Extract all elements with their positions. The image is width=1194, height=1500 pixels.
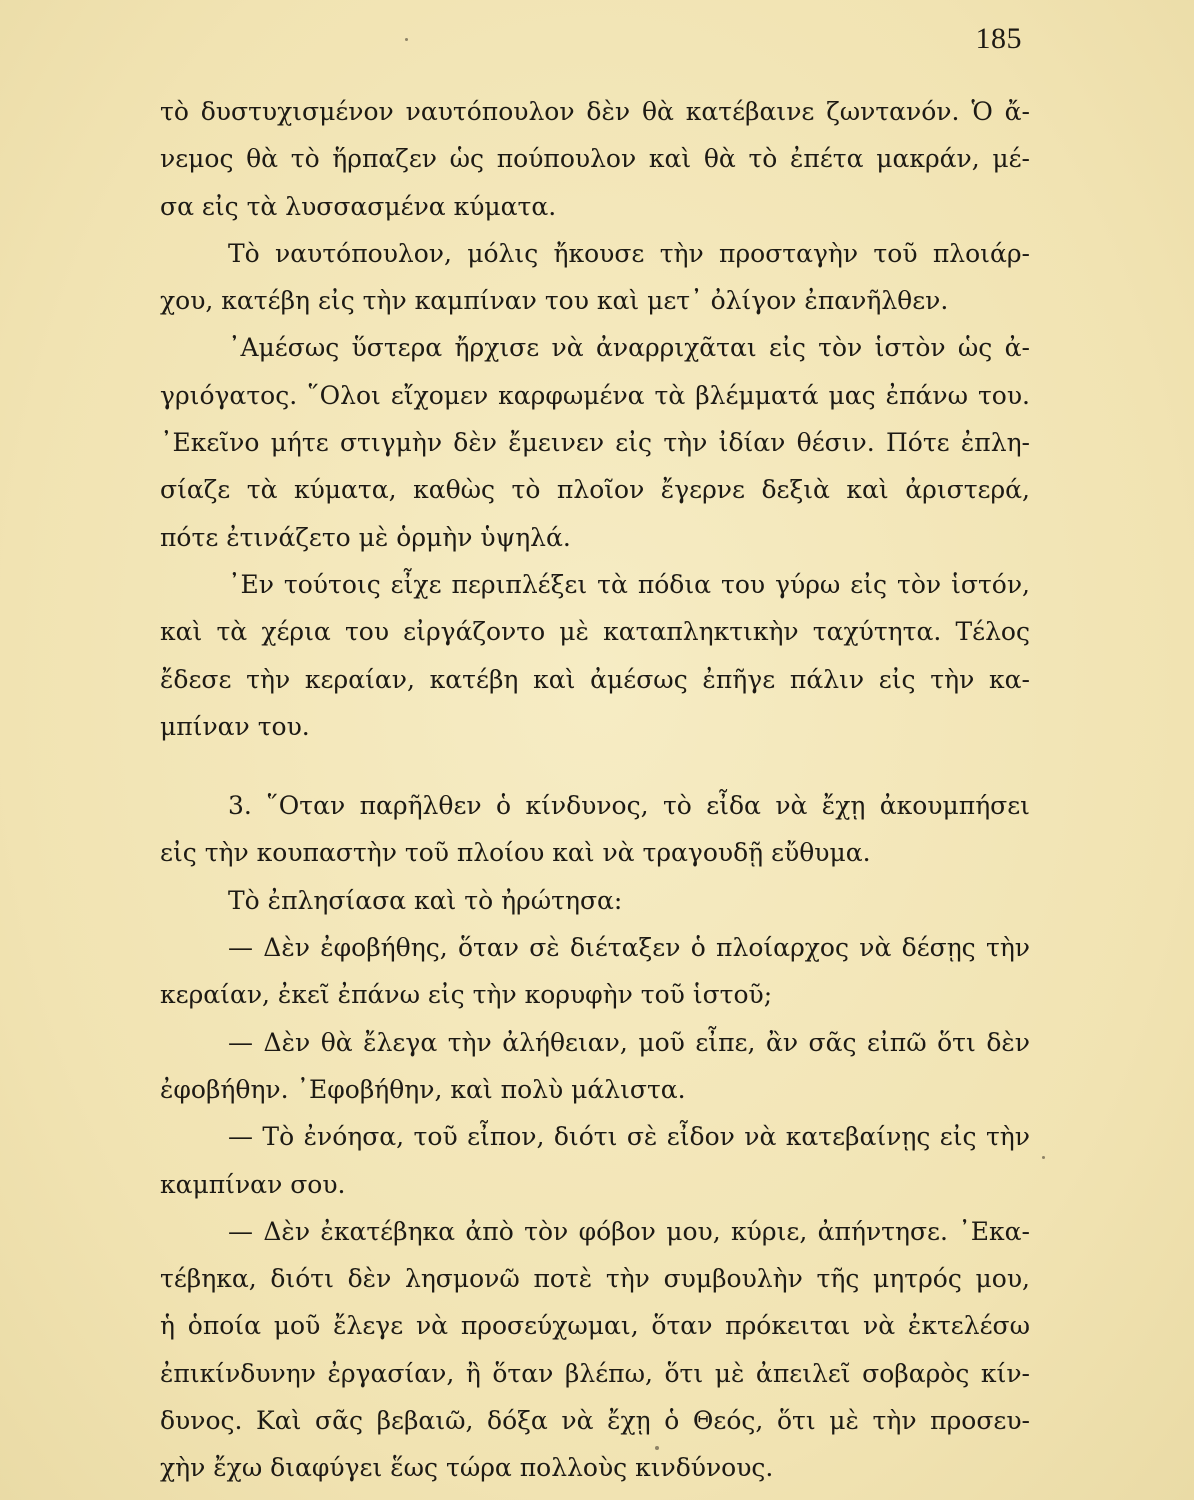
text-line: ᾽Αμέσως ὕστερα ἤρχισε νὰ ἀναρριχᾶται εἰς τὸν ἱστὸν ὡς ἀ-	[228, 333, 1030, 363]
text-line: — Δὲν ἐφοβήθης, ὅταν σὲ διέταξεν ὁ πλοίαρχος νὰ δέσῃς τὴν	[228, 933, 1030, 963]
section-gap	[160, 750, 1030, 782]
text-line: 3. ῞Οταν παρῆλθεν ὁ κίνδυνος, τὸ εἶδα νὰ ἔχῃ ἀκουμπήσει	[228, 791, 1030, 821]
text-line: ἐφοβήθην. ᾽Εφοβήθην, καὶ πολὺ μάλιστα.	[160, 1074, 686, 1104]
text-line: τὸ δυστυχισμένον ναυτόπουλον δὲν θὰ κατέβαινε ζωντανόν. Ὁ ἄ-	[160, 97, 1030, 126]
text-line: Τὸ ναυτόπουλον, μόλις ἤκουσε τὴν προσταγὴν τοῦ πλοιάρ-	[228, 238, 1030, 268]
paper-speck	[1042, 1156, 1045, 1159]
text-line: καμπίναν σου.	[160, 1169, 346, 1199]
text-line: πότε ἐτινάζετο μὲ ὁρμὴν ὑψηλά.	[160, 522, 571, 552]
text-line: Τὸ ἐπλησίασα καὶ τὸ ἠρώτησα:	[228, 885, 623, 915]
text-line: ἡ ὁποία μοῦ ἔλεγε νὰ προσεύχωμαι, ὅταν πρόκειται νὰ ἐκτελέσω	[160, 1311, 1030, 1341]
text-line: κεραίαν, ἐκεῖ ἐπάνω εἰς τὴν κορυφὴν τοῦ ἱστοῦ;	[160, 980, 773, 1010]
text-line: σίαζε τὰ κύματα, καθὼς τὸ πλοῖον ἔγερνε δεξιὰ καὶ ἀριστερά,	[160, 475, 1030, 505]
text-line: χὴν ἔχω διαφύγει ἕως τώρα πολλοὺς κινδύνους.	[160, 1453, 774, 1483]
text-line: — Δὲν ἐκατέβηκα ἀπὸ τὸν φόβον μου, κύριε, ἀπήντησε. ᾽Εκα-	[228, 1216, 1030, 1246]
text-line: χου, κατέβη εἰς τὴν καμπίναν του καὶ μετ᾽ ὀλίγον ἐπανῆλθεν.	[160, 286, 949, 316]
text-line: μπίναν του.	[160, 711, 310, 741]
text-line: ᾽Εκεῖνο μήτε στιγμὴν δὲν ἔμεινεν εἰς τὴν ἰδίαν θέσιν. Πότε ἐπλη-	[160, 428, 1030, 458]
text-line: δυνος. Καὶ σᾶς βεβαιῶ, δόξα νὰ ἔχῃ ὁ Θεός, ὅτι μὲ τὴν προσευ-	[160, 1406, 1030, 1436]
text-line: νεμος θὰ τὸ ἥρπαζεν ὡς πούπουλον καὶ θὰ τὸ ἐπέτα μακράν, μέ-	[160, 144, 1030, 174]
text-line: καὶ τὰ χέρια του εἰργάζοντο μὲ καταπληκτικὴν ταχύτητα. Τέλος	[160, 617, 1030, 647]
text-line: εἰς τὴν κουπαστὴν τοῦ πλοίου καὶ νὰ τραγουδῇ εὔθυμα.	[160, 838, 871, 868]
text-line: τέβηκα, διότι δὲν λησμονῶ ποτὲ τὴν συμβουλὴν τῆς μητρός μου,	[160, 1264, 1030, 1294]
page-number: 185	[975, 22, 1022, 55]
paper-speck	[405, 38, 408, 41]
text-line: — Δὲν θὰ ἔλεγα τὴν ἀλήθειαν, μοῦ εἶπε, ἂν σᾶς εἰπῶ ὅτι δὲν	[228, 1027, 1030, 1057]
text-line: ἔδεσε τὴν κεραίαν, κατέβη καὶ ἀμέσως ἐπῆγε πάλιν εἰς τὴν κα-	[160, 664, 1030, 694]
text-line: γριόγατος. ῞Ολοι εἴχομεν καρφωμένα τὰ βλέμματά μας ἐπάνω του.	[160, 380, 1030, 410]
text-line: ἐπικίνδυνην ἐργασίαν, ἢ ὅταν βλέπω, ὅτι μὲ ἀπειλεῖ σοβαρὸς κίν-	[160, 1358, 1030, 1388]
paper-speck	[655, 1446, 659, 1450]
text-line: ᾽Εν τούτοις εἶχε περιπλέξει τὰ πόδια του γύρω εἰς τὸν ἱστόν,	[228, 569, 1030, 599]
text-line: — Τὸ ἐνόησα, τοῦ εἶπον, διότι σὲ εἶδον νὰ κατεβαίνῃς εἰς τὴν	[228, 1122, 1030, 1152]
text-line: σα εἰς τὰ λυσσασμένα κύματα.	[160, 191, 557, 221]
body-text	[160, 88, 1030, 1492]
